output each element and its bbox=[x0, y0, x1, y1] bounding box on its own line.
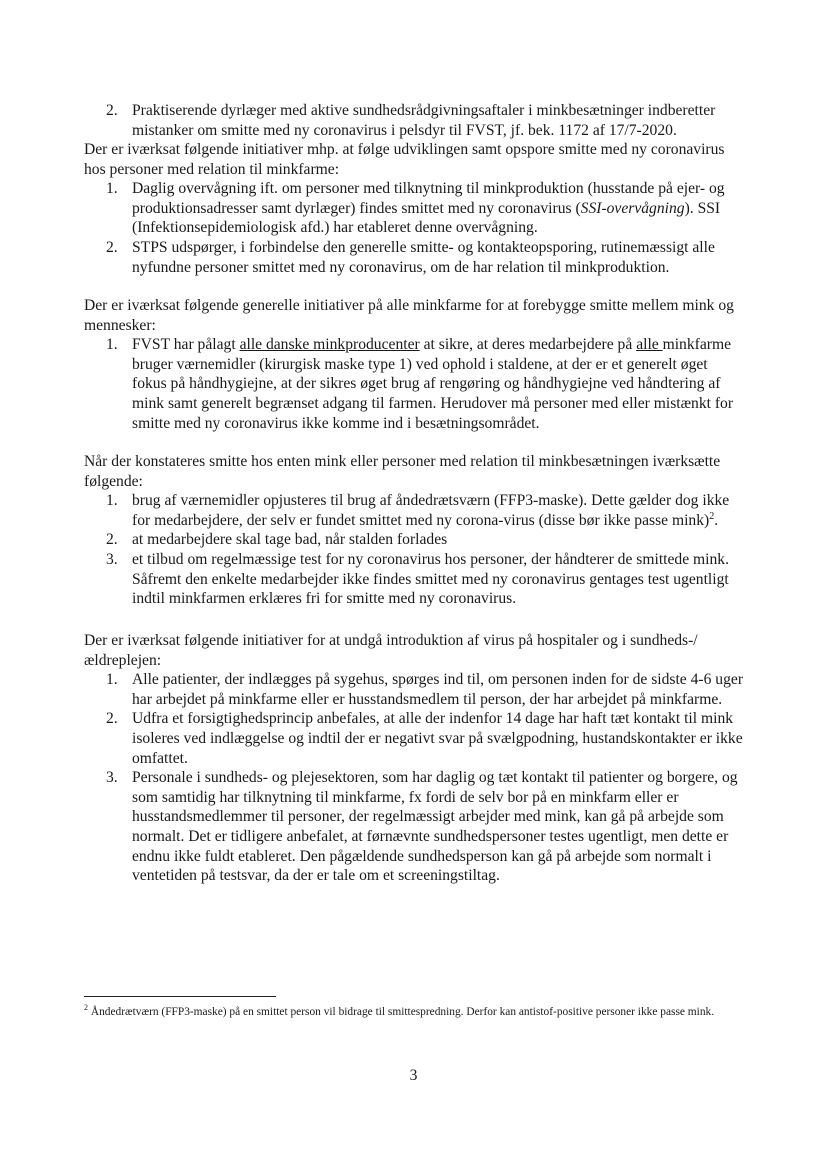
list-item bbox=[84, 335, 746, 433]
section-prevention bbox=[84, 296, 746, 433]
text-segment: minkfarme bruger værnemidler (kirurgisk maske type 1) ved ophold i staldene, at der er et generelt øget fokus på håndhygiejne, at der sikres øget brug af rengøring og håndhygiejne ved håndtering af mink samt generelt begrænset adgang til farmen. Herudover må personer med eller mistænkt for smitte med ny coronavirus ikke komme ind i besætningsområdet. bbox=[132, 336, 734, 432]
list-number: 3. bbox=[106, 769, 118, 787]
list-item-text: et tilbud om regelmæssige test for ny coronavirus hos personer, der håndterer de smittede mink. Såfremt den enkelte medarbejder ikke findes smittet med ny coronavirus gentages test ugentligt indtil minkfarmen erklæres fri for smitte med ny coronavirus. bbox=[132, 550, 729, 608]
text-segment: . bbox=[714, 511, 719, 529]
list-number: 1. bbox=[106, 336, 118, 354]
list-item-text: at medarbejdere skal tage bad, når stalden forlades bbox=[132, 531, 448, 549]
list-item bbox=[84, 709, 746, 768]
list-number: 1. bbox=[106, 180, 118, 198]
list-item-text: Personale i sundheds- og plejesektoren, som har daglig og tæt kontakt til patienter og borgere, og som samtidig har tilknytning til minkfarme, fx fordi de selv bor på en minkfarm eller er husstandsmedlemmer til personer, der regelmæssigt arbejder med mink, kan gå på arbejde som normalt. Det er tidligere anbefalet, at førnævnte sundhedspersoner testes ugentligt, men dette er endnu ikke fuldt etableret. Den pågældende sundhedsperson kan gå på arbejde som normalt i ventetiden på testsvar, da der er tale om et screeningstiltag. bbox=[132, 769, 738, 885]
list-item-text: Alle patienter, der indlægges på sygehus, spørges ind til, om personen inden for de sidste 4-6 uger har arbejdet på minkfarme eller er husstandsmedlem til person, der har arbejdet på minkfarme. bbox=[132, 671, 744, 708]
list-item bbox=[84, 238, 746, 277]
section-intro: Når der konstateres smitte hos enten mink eller personer med relation til minkbesætningen iværksætte følgende: bbox=[84, 453, 721, 490]
list-item bbox=[84, 670, 746, 709]
list-item-text bbox=[132, 180, 725, 236]
list-item bbox=[84, 179, 746, 238]
text-segment: ). SSI (Infektionsepidemiologisk afd.) har etableret denne overvågning. bbox=[132, 199, 721, 237]
list-item bbox=[84, 550, 746, 609]
footnote-text: Åndedrætværn (FFP3-maske) på en smittet person vil bidrage til smittespredning. Derfor kan antistof-positive personer ikke passe mink. bbox=[88, 1006, 715, 1018]
section-healthcare bbox=[84, 631, 746, 886]
list-item bbox=[84, 101, 746, 140]
section-surveillance bbox=[84, 140, 746, 277]
list-item-text: STPS udspørger, i forbindelse den generelle smitte- og kontakteopsporing, rutinemæssigt alle nyfundne personer smittet med ny coronavirus, om de har relation til minkproduktion. bbox=[132, 238, 715, 276]
text-segment: at sikre, at deres medarbejdere på bbox=[419, 336, 637, 354]
section-intro: Der er iværksat følgende initiativer for at undgå introduktion af virus på hospitaler og i sundheds-/ældreplejen: bbox=[84, 632, 698, 669]
underlined-text: alle bbox=[636, 336, 663, 354]
section-intro: Der er iværksat følgende initiativer mhp. at følge udviklingen samt opspore smitte med ny coronavirus hos personer med relation til minkfarme: bbox=[84, 141, 725, 178]
list-item-text: Praktiserende dyrlæger med aktive sundhedsrådgivningsaftaler i minkbesætninger indberetter mistanker om smitte med ny coronavirus i pelsdyr til FVST, jf. bek. 1172 af 17/7-2020. bbox=[132, 102, 716, 139]
text-segment: FVST har pålagt bbox=[132, 336, 240, 354]
footnote-separator bbox=[84, 996, 276, 997]
list-item-text: Udfra et forsigtighedsprincip anbefales, at alle der indenfor 14 dage har haft tæt kontakt til mink isoleres ved indlæggelse og indtil der er negativt svar på svælgpodning, hustandskontakter er ikke omfattet. bbox=[132, 710, 743, 767]
section-intro: Der er iværksat følgende generelle initiativer på alle minkfarme for at forebygge smitte mellem mink og mennesker: bbox=[84, 297, 734, 334]
section-outbreak-response bbox=[84, 452, 746, 609]
list-item bbox=[84, 491, 746, 530]
text-segment: brug af værnemidler opjusteres til brug af åndedrætsværn (FFP3-maske). Dette gælder dog ikke for medarbejdere, der selv er fundet smittet med ny corona-virus (disse bør ikke passe mink) bbox=[132, 492, 730, 529]
list-number: 1. bbox=[106, 492, 118, 510]
list-number: 2. bbox=[106, 238, 118, 256]
footnote-reference[interactable]: 2 bbox=[709, 510, 715, 522]
list-number: 1. bbox=[106, 671, 118, 689]
list-number: 2. bbox=[106, 710, 118, 728]
top-list bbox=[84, 101, 746, 140]
list-item-text bbox=[132, 336, 733, 431]
list-number: 2. bbox=[106, 531, 118, 549]
list-item-text bbox=[132, 492, 729, 529]
text-segment: Daglig overvågning ift. om personer med tilknytning til minkproduktion (husstande på ejer- og produktionsadresser samt dyrlæger) findes smittet med ny coronavirus ( bbox=[132, 180, 725, 217]
list-number: 3. bbox=[106, 550, 118, 568]
list-item bbox=[84, 530, 746, 550]
page-number: 3 bbox=[409, 1067, 418, 1084]
list-number: 2. bbox=[106, 102, 118, 119]
underlined-text: alle danske minkproducenter bbox=[239, 336, 420, 354]
list-item bbox=[84, 768, 746, 886]
italic-term: SSI-overvågning bbox=[580, 199, 685, 217]
footnote bbox=[84, 1004, 744, 1020]
footnote-marker: 2 bbox=[84, 1003, 88, 1013]
